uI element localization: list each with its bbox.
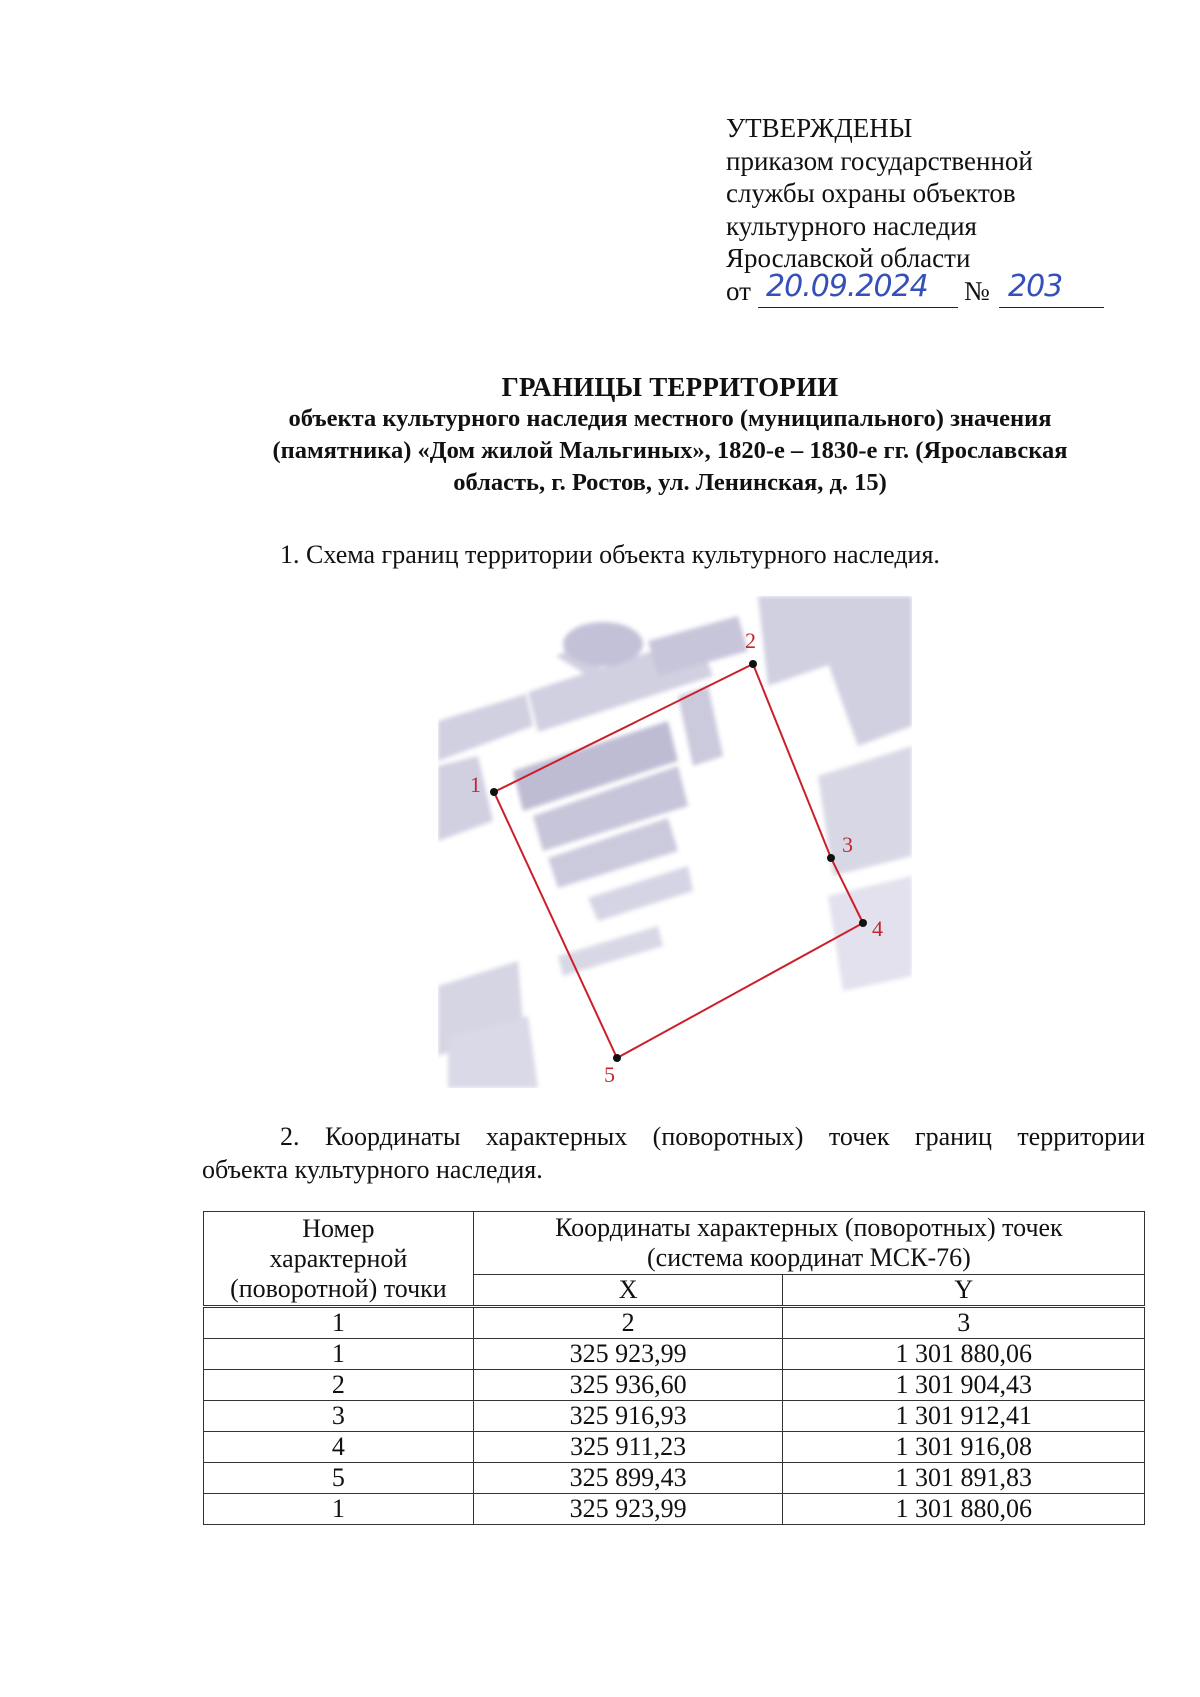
subtitle-line: объекта культурного наследия местного (муниципального) значения (288, 405, 1052, 432)
column-number-row (204, 1307, 1145, 1339)
approval-heading: УТВЕРЖДЕНЫ (726, 113, 913, 143)
point-label-4: 4 (872, 916, 883, 941)
boundary-point-3 (827, 854, 835, 862)
table-row (204, 1370, 1145, 1401)
header-point-number: Номер характерной (поворотной) точки (204, 1212, 474, 1307)
boundary-point-2 (749, 660, 757, 668)
point-label-1: 1 (470, 772, 481, 797)
point-label-2: 2 (745, 628, 756, 653)
approval-line: Ярославской области (726, 243, 971, 273)
table-row (204, 1339, 1145, 1370)
approval-date: 20.09.2024 (766, 268, 928, 304)
boundary-point-5 (613, 1054, 621, 1062)
header-coordinates: Координаты характерных (поворотных) точек (система координат МСК-76) (473, 1212, 1144, 1275)
x-cell: 325 923,99 (473, 1494, 783, 1525)
point-number-cell: 3 (204, 1401, 474, 1432)
boundary-scheme-map (438, 596, 912, 1088)
document-subtitle (200, 403, 1140, 499)
y-cell: 1 301 880,06 (783, 1339, 1145, 1370)
boundary-point-4 (859, 919, 867, 927)
y-cell: 1 301 916,08 (783, 1432, 1145, 1463)
column-number: 2 (473, 1307, 783, 1339)
subtitle-line: (памятника) «Дом жилой Мальгиных», 1820-е – 1830-е гг. (Ярославская (272, 437, 1068, 464)
section-2-line: 2. Координаты характерных (поворотных) точек границ территории (280, 1122, 1145, 1151)
number-label: № (964, 275, 990, 306)
y-cell: 1 301 912,41 (783, 1401, 1145, 1432)
section-1-heading: 1. Схема границ территории объекта культурного наследия. (280, 540, 940, 569)
approval-line: приказом государственной (726, 145, 1033, 176)
approval-date-number-line (726, 268, 1106, 309)
section-2-line: объекта культурного наследия. (202, 1155, 543, 1184)
x-cell: 325 916,93 (473, 1401, 783, 1432)
table-row (204, 1463, 1145, 1494)
table-header-row (204, 1212, 1145, 1275)
header-x: X (473, 1275, 783, 1307)
from-label: от (726, 275, 751, 306)
section-2-heading (202, 1120, 1145, 1186)
y-cell: 1 301 904,43 (783, 1370, 1145, 1401)
column-number: 3 (783, 1307, 1145, 1339)
coordinates-table (203, 1211, 1145, 1525)
table-row (204, 1432, 1145, 1463)
subtitle-line: область, г. Ростов, ул. Ленинская, д. 15) (453, 469, 887, 496)
table-row (204, 1494, 1145, 1525)
table-row (204, 1401, 1145, 1432)
point-label-5: 5 (604, 1062, 615, 1087)
document-title: ГРАНИЦЫ ТЕРРИТОРИИ (501, 372, 839, 402)
y-cell: 1 301 891,83 (783, 1463, 1145, 1494)
approval-line: культурного наследия (726, 210, 977, 241)
point-number-cell: 2 (204, 1370, 474, 1401)
point-number-cell: 5 (204, 1463, 474, 1494)
point-number-cell: 1 (204, 1339, 474, 1370)
approval-block (726, 112, 1106, 309)
column-number: 1 (204, 1307, 474, 1339)
point-number-cell: 4 (204, 1432, 474, 1463)
boundary-point-1 (490, 788, 498, 796)
approval-line: службы охраны объектов (726, 178, 1016, 208)
point-label-3: 3 (842, 832, 853, 857)
approval-number: 203 (1008, 268, 1063, 304)
point-number-cell: 1 (204, 1494, 474, 1525)
x-cell: 325 936,60 (473, 1370, 783, 1401)
header-y: Y (783, 1275, 1145, 1307)
x-cell: 325 911,23 (473, 1432, 783, 1463)
y-cell: 1 301 880,06 (783, 1494, 1145, 1525)
x-cell: 325 899,43 (473, 1463, 783, 1494)
x-cell: 325 923,99 (473, 1339, 783, 1370)
